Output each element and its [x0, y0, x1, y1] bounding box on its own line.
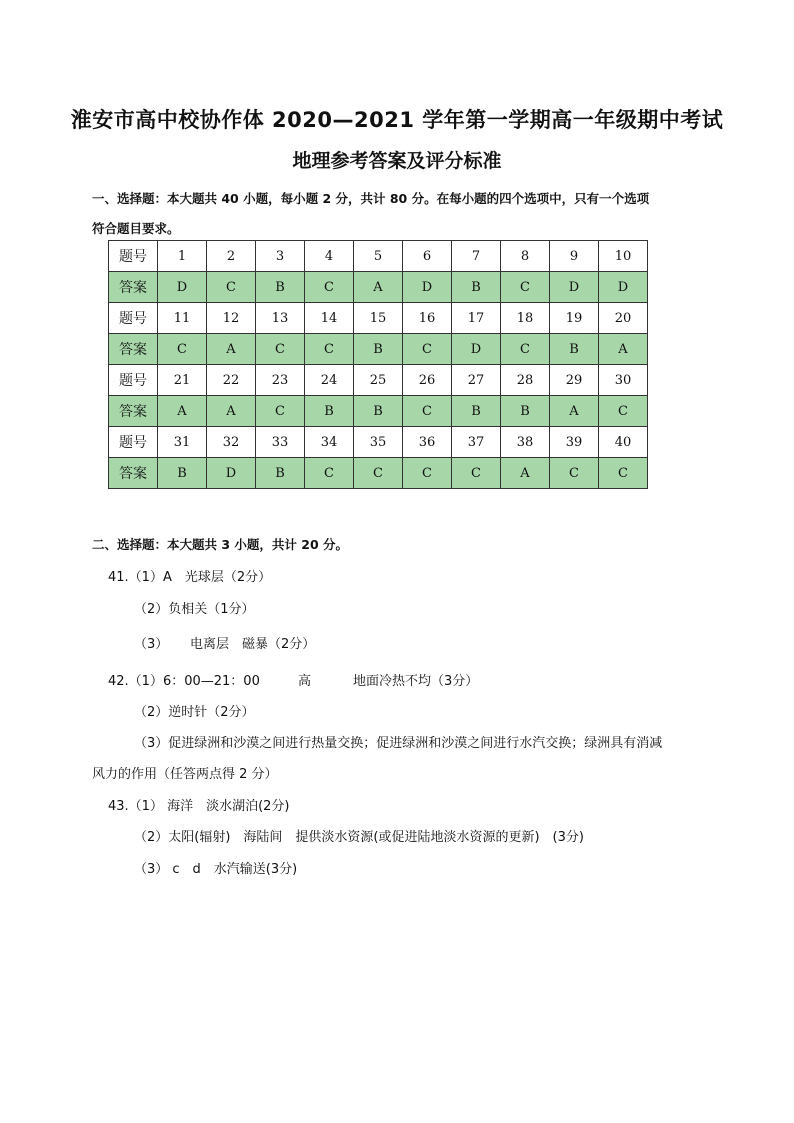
q41-part3-answer: 电离层 磁暴（2分） — [190, 637, 316, 652]
answer-row-cell: B — [452, 396, 501, 427]
question-number-row-cell: 27 — [452, 365, 501, 396]
answer-row-cell: A — [550, 396, 599, 427]
page-subtitle: 地理参考答案及评分标准 — [292, 150, 502, 172]
q42-part3-line1: （3）促进绿洲和沙漠之间进行热量交换；促进绿洲和沙漠之间进行水汽交换；绿洲具有消减 — [134, 736, 663, 751]
q42-part1-high: 高 — [298, 674, 312, 689]
answer-row-cell: C — [599, 458, 648, 489]
question-number-row-cell: 32 — [207, 427, 256, 458]
question-number-row-cell: 34 — [305, 427, 354, 458]
answer-row-cell: A — [207, 334, 256, 365]
answer-row-label: 答案 — [109, 458, 158, 489]
answer-row-cell: C — [354, 458, 403, 489]
question-number-row — [109, 303, 648, 334]
question-number-row-cell: 24 — [305, 365, 354, 396]
question-number-row-label: 题号 — [109, 427, 158, 458]
answer-row-cell: A — [501, 458, 550, 489]
question-number-row-cell: 3 — [256, 241, 305, 272]
question-number-row-cell: 39 — [550, 427, 599, 458]
question-number-row-cell: 19 — [550, 303, 599, 334]
answer-row-cell: C — [501, 272, 550, 303]
question-number-row-cell: 23 — [256, 365, 305, 396]
question-number-row-cell: 38 — [501, 427, 550, 458]
answer-row-cell: B — [305, 396, 354, 427]
q43-part1: 43.（1） 海洋 淡水湖泊(2分) — [108, 799, 290, 814]
question-number-row-cell: 12 — [207, 303, 256, 334]
question-number-row-cell: 16 — [403, 303, 452, 334]
question-number-row-cell: 13 — [256, 303, 305, 334]
answer-row-cell: C — [403, 334, 452, 365]
question-number-row-cell: 21 — [158, 365, 207, 396]
question-number-row-cell: 20 — [599, 303, 648, 334]
question-number-row-cell: 5 — [354, 241, 403, 272]
q41-part2: （2）负相关（1分） — [134, 602, 255, 617]
question-number-row-label: 题号 — [109, 365, 158, 396]
question-number-row-cell: 30 — [599, 365, 648, 396]
answer-row-cell: A — [354, 272, 403, 303]
answer-row-cell: D — [403, 272, 452, 303]
answer-row-cell: B — [501, 396, 550, 427]
question-number-row-cell: 10 — [599, 241, 648, 272]
answer-row-cell: C — [452, 458, 501, 489]
question-number-row-cell: 29 — [550, 365, 599, 396]
question-number-row-cell: 9 — [550, 241, 599, 272]
question-number-row-label: 题号 — [109, 241, 158, 272]
answer-row-cell: B — [354, 396, 403, 427]
section1-instructions — [92, 184, 704, 244]
question-number-row-cell: 15 — [354, 303, 403, 334]
q42-part2: （2）逆时针（2分） — [134, 705, 255, 720]
question-number-row-cell: 2 — [207, 241, 256, 272]
answer-row — [109, 272, 648, 303]
question-number-row-cell: 6 — [403, 241, 452, 272]
question-number-row-cell: 4 — [305, 241, 354, 272]
answer-row-cell: C — [550, 458, 599, 489]
question-number-row-cell: 25 — [354, 365, 403, 396]
answer-row — [109, 458, 648, 489]
question-number-row-cell: 28 — [501, 365, 550, 396]
q43-part2: （2）太阳(辐射) 海陆间 提供淡水资源(或促进陆地淡水资源的更新) (3分) — [134, 830, 584, 845]
answer-row-cell: A — [599, 334, 648, 365]
question-number-row-cell: 8 — [501, 241, 550, 272]
answer-row-cell: D — [158, 272, 207, 303]
answer-row-label: 答案 — [109, 272, 158, 303]
q42-part1-cause: 地面冷热不均（3分） — [353, 674, 479, 689]
question-number-row-cell: 37 — [452, 427, 501, 458]
answer-row-label: 答案 — [109, 396, 158, 427]
answer-row-cell: C — [256, 396, 305, 427]
question-number-row — [109, 427, 648, 458]
answer-row-label: 答案 — [109, 334, 158, 365]
question-number-row-cell: 26 — [403, 365, 452, 396]
question-number-row — [109, 241, 648, 272]
answer-row-cell: B — [354, 334, 403, 365]
answer-row-cell: A — [158, 396, 207, 427]
q43-part3: （3） c d 水汽输送(3分) — [134, 862, 298, 877]
answer-row-cell: B — [452, 272, 501, 303]
question-number-row-cell: 14 — [305, 303, 354, 334]
answer-row-cell: C — [158, 334, 207, 365]
answer-row-cell: C — [256, 334, 305, 365]
section2-heading: 二、选择题：本大题共 3 小题，共计 20 分。 — [92, 537, 349, 552]
q42-part3-line2: 风力的作用（任答两点得 2 分） — [92, 767, 278, 782]
question-number-row-label: 题号 — [109, 303, 158, 334]
answer-row-cell: C — [599, 396, 648, 427]
answer-row-cell: C — [501, 334, 550, 365]
page-title: 淮安市高中校协作体 2020—2021 学年第一学期高一年级期中考试 — [70, 108, 724, 132]
question-number-row-cell: 1 — [158, 241, 207, 272]
answer-row-cell: C — [403, 458, 452, 489]
answer-row-cell: D — [452, 334, 501, 365]
q41-part3-label: （3） — [134, 637, 169, 652]
question-number-row-cell: 31 — [158, 427, 207, 458]
question-number-row-cell: 33 — [256, 427, 305, 458]
answer-row-cell: D — [550, 272, 599, 303]
question-number-row-cell: 11 — [158, 303, 207, 334]
answer-row-cell: B — [256, 272, 305, 303]
question-number-row-cell: 17 — [452, 303, 501, 334]
answer-row-cell: D — [207, 458, 256, 489]
answer-row-cell: A — [207, 396, 256, 427]
answer-row — [109, 396, 648, 427]
answer-row-cell: D — [599, 272, 648, 303]
q41-part1: 41.（1）A 光球层（2分） — [108, 570, 272, 585]
answer-table — [108, 240, 648, 489]
answer-row-cell: C — [403, 396, 452, 427]
answer-row-cell: B — [158, 458, 207, 489]
answer-row-cell: B — [550, 334, 599, 365]
answer-row-cell: C — [207, 272, 256, 303]
answer-row-cell: C — [305, 272, 354, 303]
question-number-row — [109, 365, 648, 396]
question-number-row-cell: 22 — [207, 365, 256, 396]
answer-row-cell: C — [305, 458, 354, 489]
section1-line1: 一、选择题：本大题共 40 小题，每小题 2 分，共计 80 分。在每小题的四个选项中，只有一个选项 — [92, 191, 650, 206]
answer-row — [109, 334, 648, 365]
question-number-row-cell: 18 — [501, 303, 550, 334]
question-number-row-cell: 7 — [452, 241, 501, 272]
question-number-row-cell: 35 — [354, 427, 403, 458]
answer-row-cell: B — [256, 458, 305, 489]
q42-part1-time: 42.（1）6：00—21：00 — [108, 674, 260, 689]
section1-line2: 符合题目要求。 — [92, 221, 180, 236]
question-number-row-cell: 36 — [403, 427, 452, 458]
question-number-row-cell: 40 — [599, 427, 648, 458]
answer-row-cell: C — [305, 334, 354, 365]
